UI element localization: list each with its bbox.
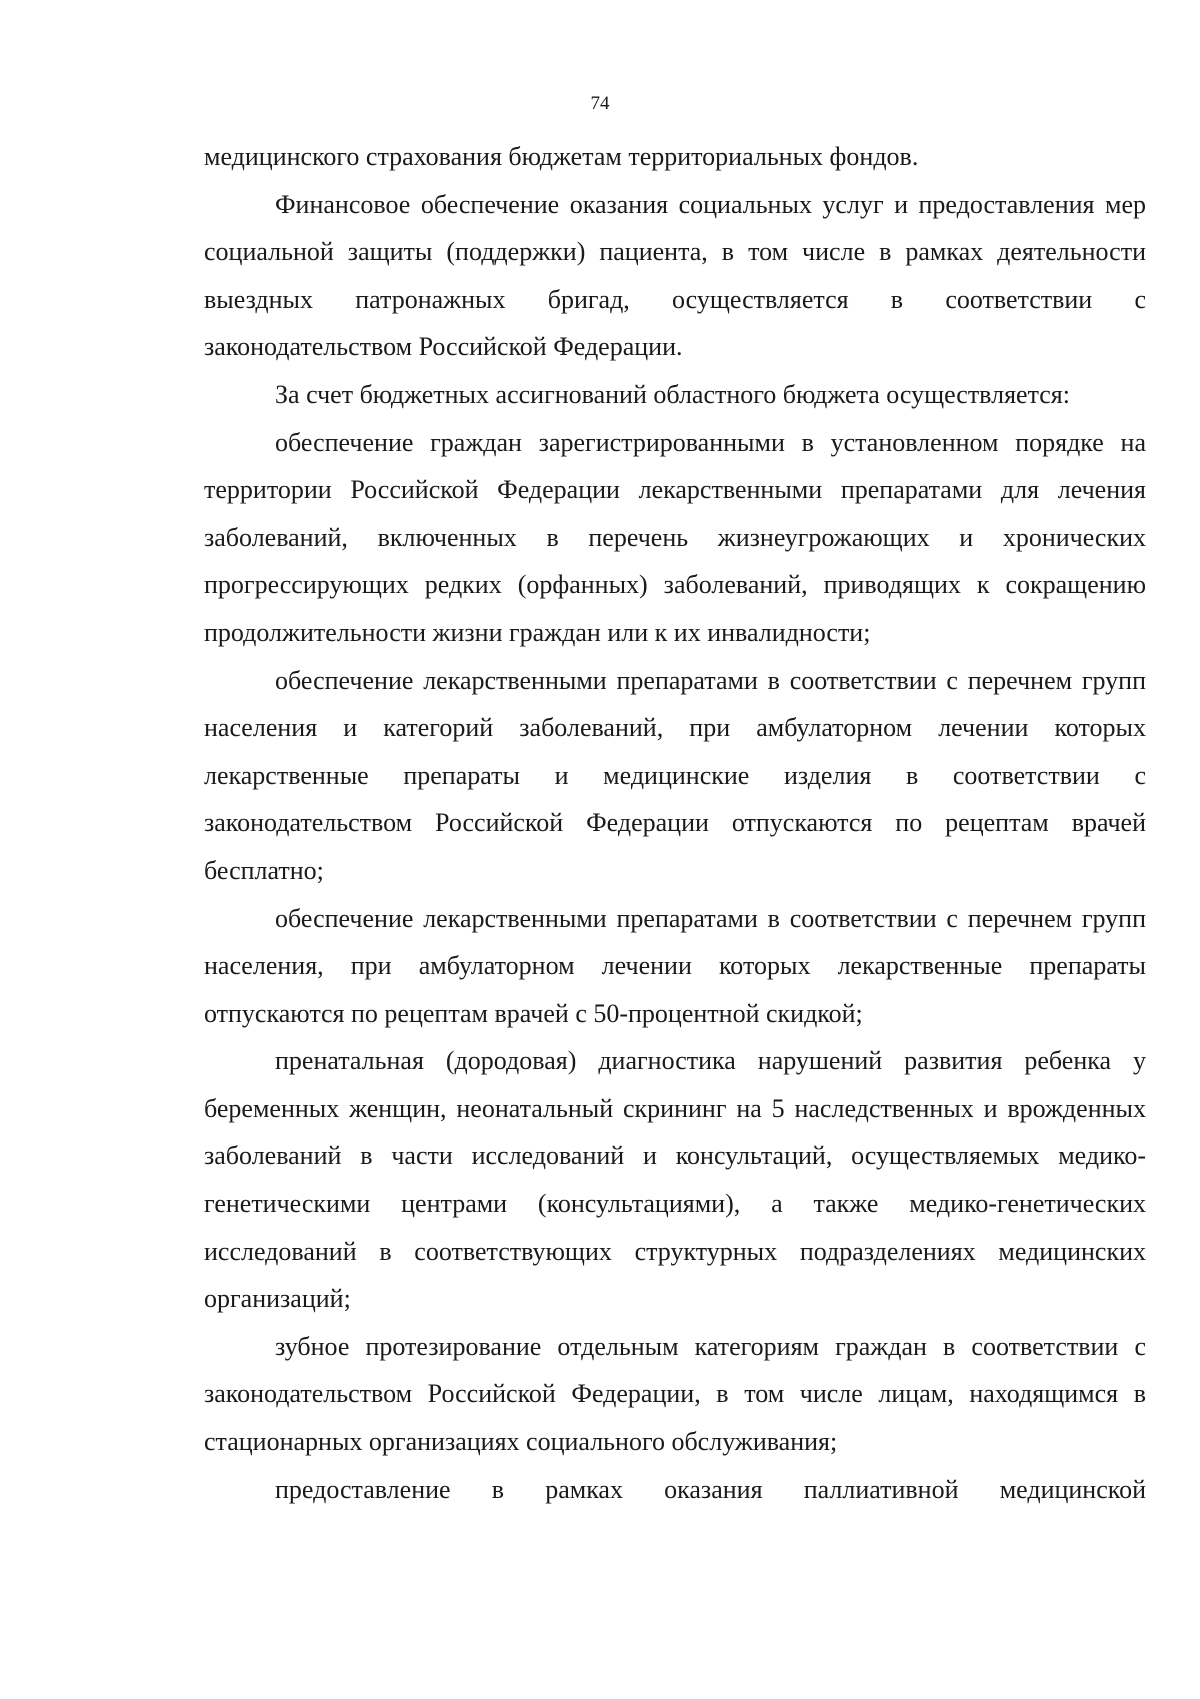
paragraph-palliative-care: предоставление в рамках оказания паллиативной медицинской <box>275 1474 1146 1504</box>
paragraph-free-drugs: обеспечение лекарственными препаратами в соответствии с перечнем групп населения и категорий заболеваний, при амбулаторном лечении которых лекарственные препараты и медицинские изделия в соответствии с законодательством Российской Федерации отпускаются по рецептам врачей бесплатно; <box>204 665 1146 885</box>
paragraph-dental-prosthetics: зубное протезирование отдельным категориям граждан в соответствии с законодательством Российской Федерации, в том числе лицам, находящимся в стационарных организациях социального обслуживания; <box>204 1331 1146 1457</box>
page-number: 74 <box>590 93 610 114</box>
paragraph-discount-drugs: обеспечение лекарственными препаратами в соответствии с перечнем групп населения, при амбулаторном лечении которых лекарственные препараты отпускаются по рецептам врачей с 50-процентной скидкой; <box>204 903 1146 1028</box>
paragraph-continuation: медицинского страхования бюджетам территориальных фондов. <box>204 142 919 171</box>
paragraph-prenatal-diagnostics: пренатальная (дородовая) диагностика нарушений развития ребенка у беременных женщин, неонатальный скрининг на 5 наследственных и врожденных заболеваний в части исследований и консультаций, осуществляемых медико-генетическими центрами (консультациями), а также медико-генетических исследований в соответствующих структурных подразделениях медицинских организаций; <box>204 1046 1146 1314</box>
paragraph-budget-intro: За счет бюджетных ассигнований областного бюджета осуществляется: <box>275 379 1070 409</box>
paragraph-orphan-drugs: обеспечение граждан зарегистрированными в установленном порядке на территории Российской Федерации лекарственными препаратами для лечения заболеваний, включенных в перечень жизнеугрожающих и хронических прогрессирующих редких (орфанных) заболеваний, приводящих к сокращению продолжительности жизни граждан или к их инвалидности; <box>204 427 1146 647</box>
paragraph-financing: Финансовое обеспечение оказания социальных услуг и предоставления мер социальной защиты (поддержки) пациента, в том числе в рамках деятельности выездных патронажных бригад, осуществляется в соответствии с законодательством Российской Федерации. <box>204 189 1146 362</box>
document-body <box>204 133 1146 1513</box>
